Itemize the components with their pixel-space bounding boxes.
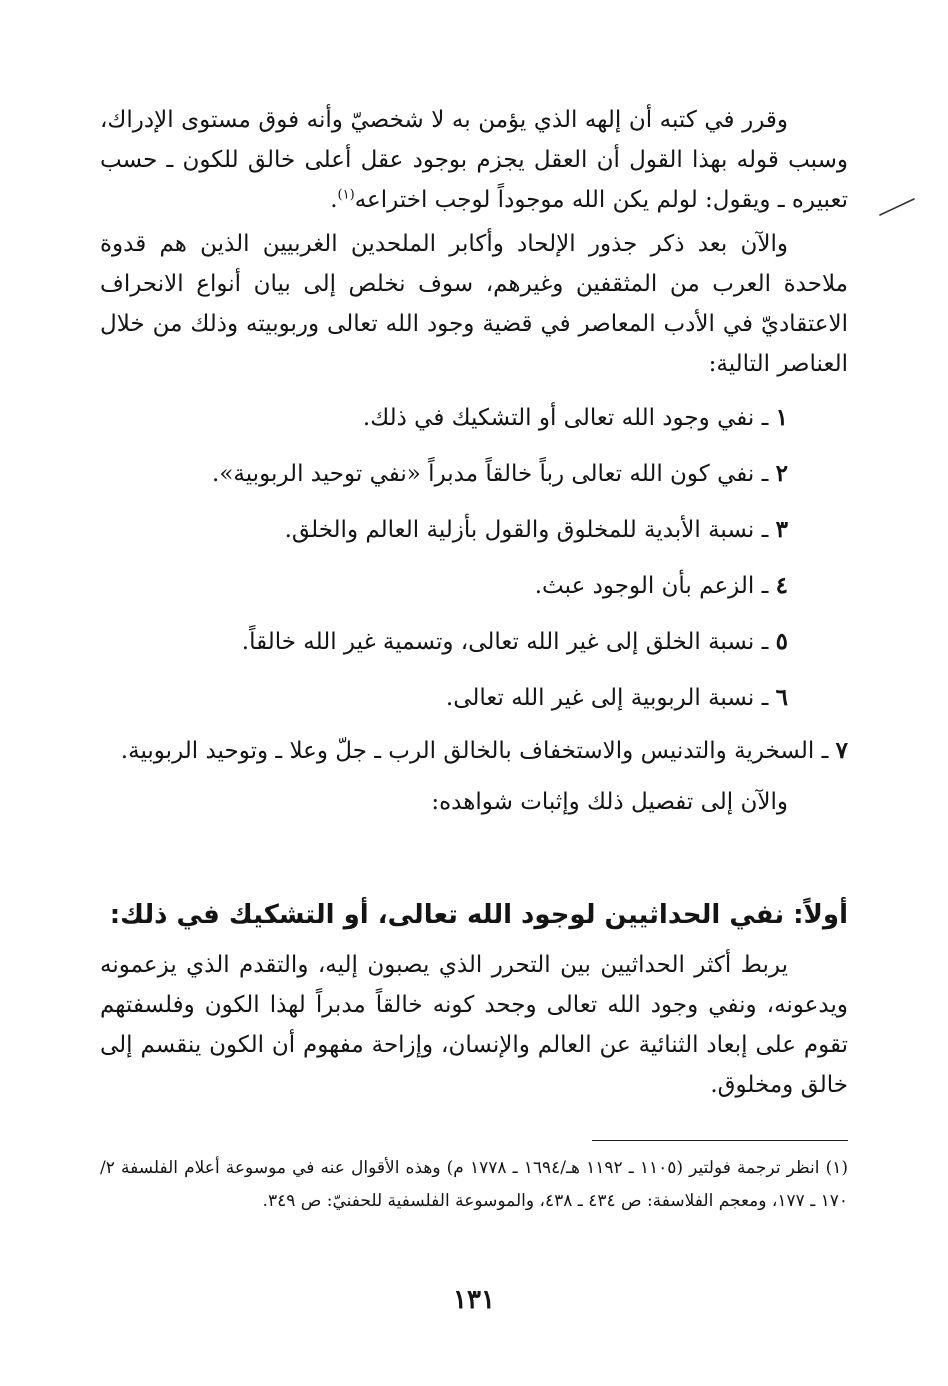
list-item-number: ٤: [775, 572, 788, 599]
list-item-text: ـ نسبة الأبدية للمخلوق والقول بأزلية العالم والخلق.: [284, 517, 769, 543]
list-item-number: ٥: [775, 628, 788, 655]
paragraph-2: والآن بعد ذكر جذور الإلحاد وأكابر الملحدين الغربيين الذين هم قدوة ملاحدة العرب من المثقفين وغيرهم، سوف نخلص إلى بيان أنواع الانحراف الاعتقاديّ في الأدب المعاصر في قضية وجود الله تعالى وربوبيته وذلك من خلال العناصر التالية:: [100, 231, 848, 377]
list-item-text: ـ نسبة الربوبية إلى غير الله تعالى.: [445, 685, 769, 711]
footnote-reference[interactable]: (١): [337, 187, 355, 203]
main-text-upper: [100, 100, 848, 822]
paragraph-1-end: .: [330, 187, 338, 213]
list-item: [100, 730, 848, 772]
list-item: [100, 446, 848, 502]
paragraph-1-text: وقرر في كتبه أن إلهه الذي يؤمن به لا شخصيّ وأنه فوق مستوى الإدراك، وسبب قوله بهذا القول أن العقل يجزم بوجود عقل أعلى خالق للكون ـ حسب تعبيره ـ ويقول: لولم يكن الله موجوداً لوجب اختراعه: [100, 107, 848, 213]
page-number: ١٣١: [453, 1285, 495, 1315]
list-item-number: ٣: [775, 516, 788, 543]
footnotes: [100, 1152, 848, 1218]
margin-pencil-mark-icon: [878, 195, 918, 219]
list-item-number: ٧: [835, 737, 848, 764]
paragraph-3: والآن إلى تفصيل ذلك وإثبات شواهده:: [431, 789, 788, 815]
list-item-number: ٦: [775, 684, 788, 711]
paragraph-4: يربط أكثر الحداثيين بين التحرر الذي يصبون إليه، والتقدم الذي يزعمونه ويدعونه، ونفي وجود الله تعالى وجحد كونه خالقاً مدبراً لهذا الكون وفلسفتهم تقوم على إبعاد الثنائية عن العالم والإنسان، وإزاحة مفهوم أن الكون ينقسم إلى خالق ومخلوق.: [100, 952, 848, 1098]
list-item-number: ٢: [775, 460, 788, 487]
list-item: [100, 390, 848, 446]
footnote-marker: (١): [825, 1158, 848, 1178]
list-item: [100, 614, 848, 670]
main-text-lower: [100, 945, 848, 1105]
section-heading: أولاً: نفي الحداثيين لوجود الله تعالى، أو التشكيك في ذلك:: [109, 900, 848, 930]
list-item-text: ـ نسبة الخلق إلى غير الله تعالى، وتسمية غير الله خالقاً.: [241, 629, 769, 655]
elements-list: [100, 390, 848, 772]
list-item-text: ـ نفي وجود الله تعالى أو التشكيك في ذلك.: [362, 405, 769, 431]
list-item: [100, 502, 848, 558]
footnote-text: انظر ترجمة فولتير (١١٠٥ ـ ١١٩٢ هـ/١٦٩٤ ـ ١٧٧٨ م) وهذه الأقوال عنه في موسوعة أعلام الفلسفة ٢/ ١٧٠ ـ ١٧٧، ومعجم الفلاسفة: ص ٤٣٤ ـ ٤٣٨، والموسوعة الفلسفية للحفنيّ: ص ٣٤٩.: [100, 1158, 848, 1211]
list-item-text: ـ الزعم بأن الوجود عبث.: [534, 573, 769, 599]
list-item-text: ـ السخرية والتدنيس والاستخفاف بالخالق الرب ـ جلّ وعلا ـ وتوحيد الربوبية.: [120, 738, 829, 764]
list-item-number: ١: [775, 404, 788, 431]
paragraph-1: [100, 100, 848, 220]
footnote-divider: [592, 1140, 848, 1141]
list-item: [100, 670, 848, 726]
list-item: [100, 558, 848, 614]
list-item-text: ـ نفي كون الله تعالى رباً خالقاً مدبراً «نفي توحيد الربوبية».: [212, 461, 769, 487]
